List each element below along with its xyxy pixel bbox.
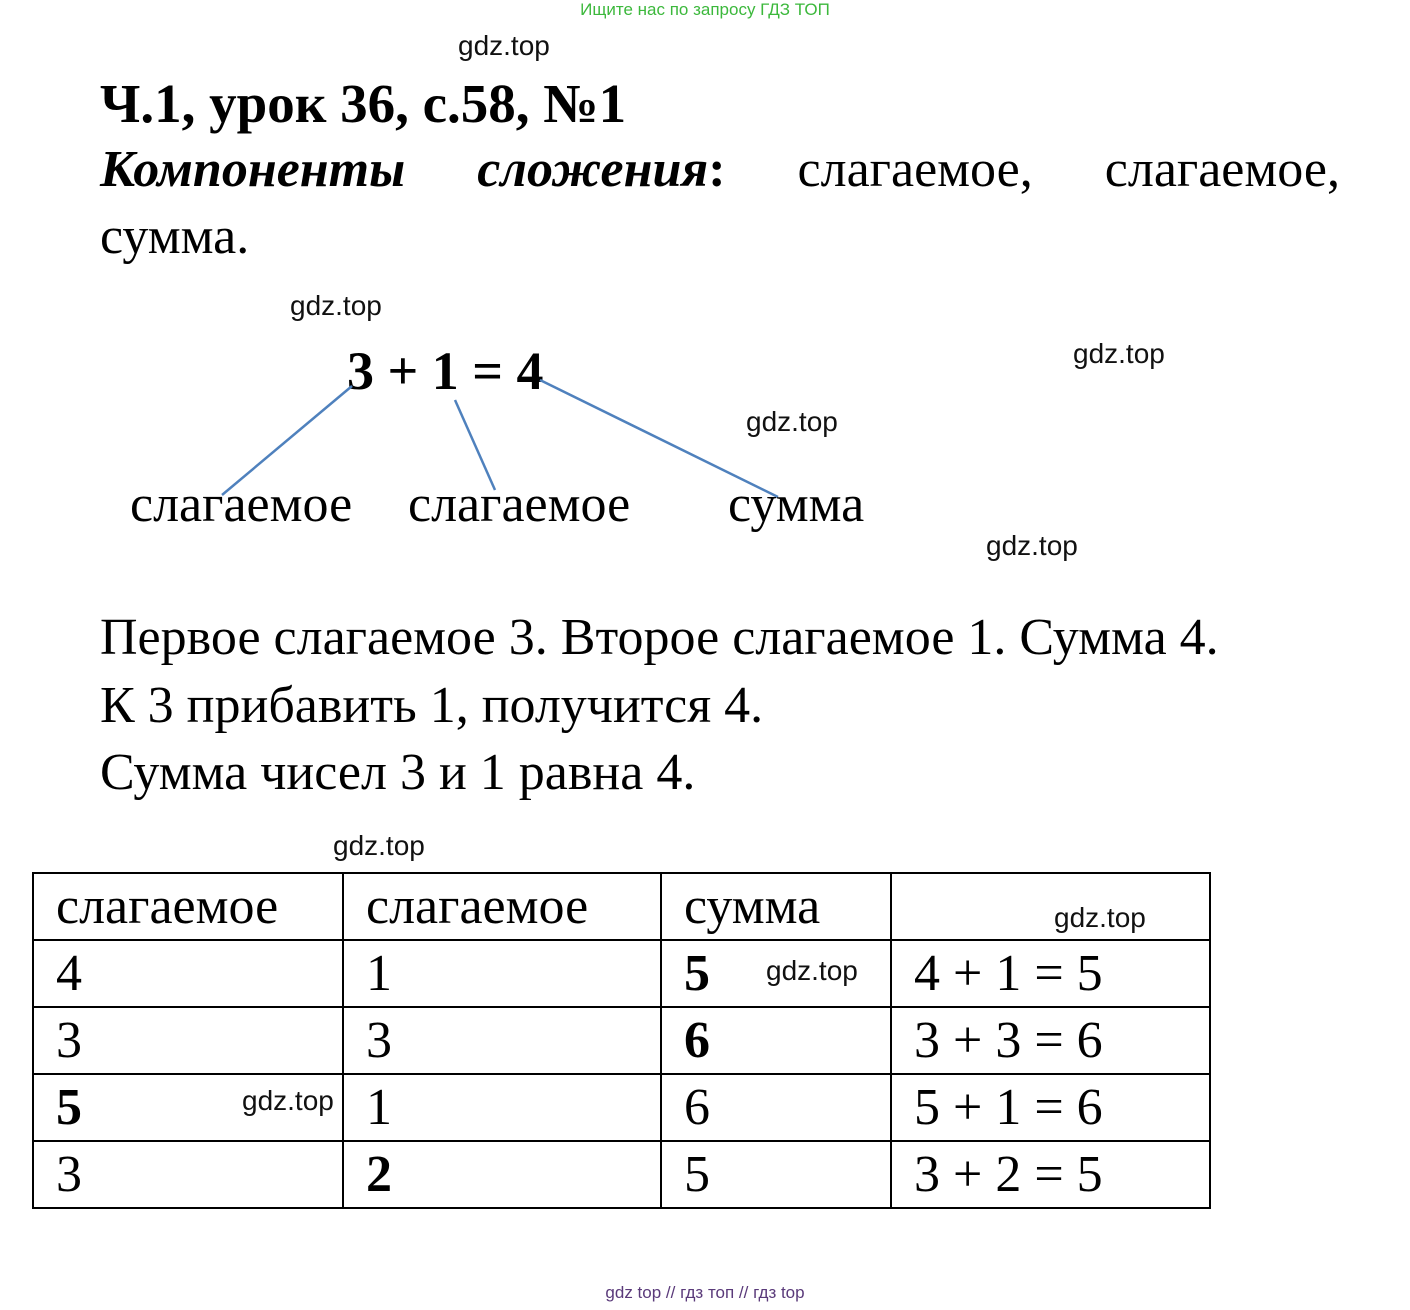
components-items-cont: сумма. <box>100 208 250 265</box>
watermark: gdz.top <box>1054 902 1146 933</box>
page-title: Ч.1, урок 36, с.58, №1 <box>100 73 627 134</box>
watermark: gdz.top <box>333 830 425 861</box>
header-addend-1: слагаемое <box>33 873 343 940</box>
cell-sum-value: 5 <box>684 945 710 1002</box>
equation: 3 + 1 = 4 <box>347 341 544 401</box>
components-colon: : <box>708 141 726 198</box>
header-equation <box>891 873 1210 940</box>
cell-equation: 3 + 2 = 5 <box>891 1141 1210 1208</box>
cell-addend-1: 3 <box>33 1007 343 1074</box>
term-sum: сумма <box>728 476 865 533</box>
table-row <box>33 940 1210 1007</box>
cell-equation: 3 + 3 = 6 <box>891 1007 1210 1074</box>
components-table <box>32 872 1211 1209</box>
watermark: gdz.top <box>458 30 550 61</box>
components-items: слагаемое, слагаемое, <box>797 141 1341 198</box>
term-addend-2: слагаемое <box>408 476 631 533</box>
cell-sum: 6 <box>661 1007 891 1074</box>
watermark: gdz.top <box>290 290 382 321</box>
cell-addend-1-value: 5 <box>56 1079 82 1136</box>
cell-addend-2: 2 <box>343 1141 661 1208</box>
cell-addend-1: 4 <box>33 940 343 1007</box>
cell-addend-2: 1 <box>343 940 661 1007</box>
cell-addend-1 <box>33 1074 343 1141</box>
watermark: gdz.top <box>1073 338 1165 369</box>
footer-watermark: gdz top // гдз топ // гдз top <box>605 1283 805 1302</box>
table-row <box>33 1074 1210 1141</box>
cell-sum: 5 <box>661 1141 891 1208</box>
watermark: gdz.top <box>986 530 1078 561</box>
components-label: Компоненты сложения <box>100 141 709 198</box>
watermark: gdz.top <box>242 1085 334 1116</box>
table-row <box>33 1007 1210 1074</box>
cell-sum <box>661 940 891 1007</box>
cell-equation: 5 + 1 = 6 <box>891 1074 1210 1141</box>
cell-addend-2: 1 <box>343 1074 661 1141</box>
cell-sum: 6 <box>661 1074 891 1141</box>
cell-addend-1: 3 <box>33 1141 343 1208</box>
sentence-1: Первое слагаемое 3. Второе слагаемое 1. Сумма 4. <box>100 609 1219 666</box>
table-header-row <box>33 873 1210 940</box>
term-addend-1: слагаемое <box>130 476 353 533</box>
header-addend-2: слагаемое <box>343 873 661 940</box>
watermark: gdz.top <box>766 955 858 986</box>
sentence-2: К 3 прибавить 1, получится 4. <box>100 677 764 734</box>
sentence-3: Сумма чисел 3 и 1 равна 4. <box>100 744 696 801</box>
watermark: gdz.top <box>746 406 838 437</box>
cell-addend-2: 3 <box>343 1007 661 1074</box>
cell-equation: 4 + 1 = 5 <box>891 940 1210 1007</box>
table-row <box>33 1141 1210 1208</box>
header-sum: сумма <box>661 873 891 940</box>
top-banner: Ищите нас по запросу ГДЗ ТОП <box>580 0 830 19</box>
